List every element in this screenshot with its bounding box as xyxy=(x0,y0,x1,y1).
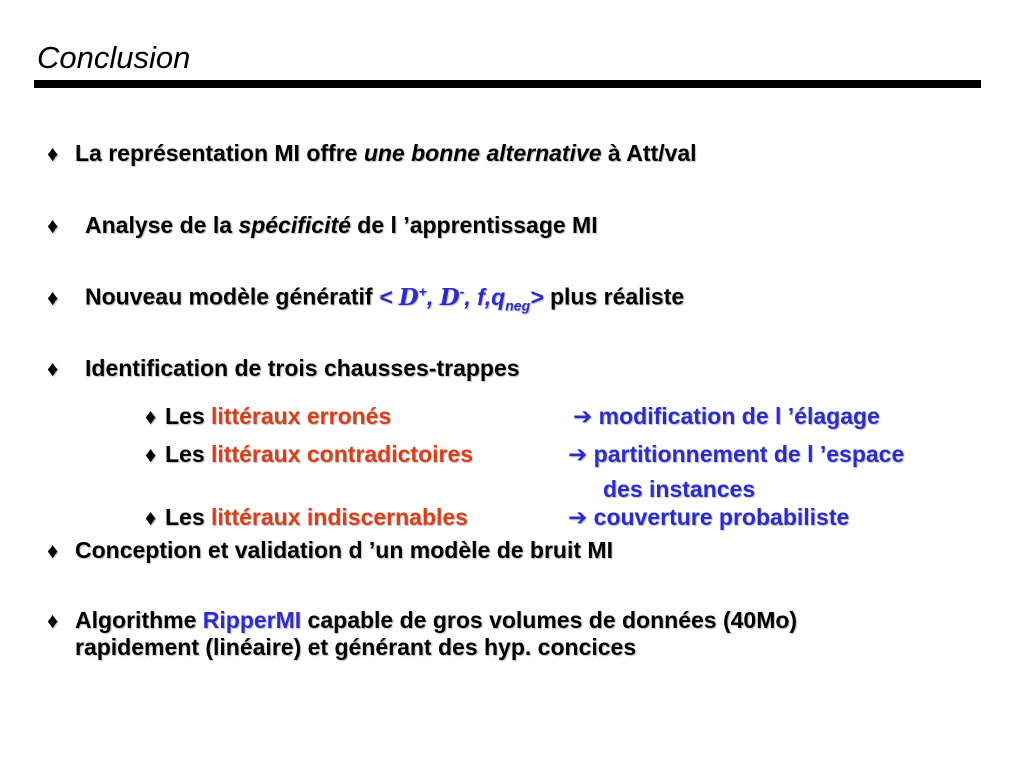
bullet-1-pre: La représentation MI offre xyxy=(75,140,364,166)
formula-sub-neg: neg xyxy=(505,297,531,314)
sub-3-les: Les xyxy=(165,504,212,530)
diamond-bullet-icon: ♦ xyxy=(47,284,59,310)
diamond-bullet-icon: ♦ xyxy=(145,505,157,530)
bullet-5 xyxy=(47,537,613,564)
bullet-1-post: à Att/val xyxy=(601,140,697,166)
ripper-mi-name: RipperMI xyxy=(202,607,302,633)
bullet-6-post: capable de gros volumes de données (40Mo) xyxy=(301,607,798,633)
slide-title: Conclusion xyxy=(37,40,191,75)
sub-bullet-3 xyxy=(145,504,468,531)
bullet-4-text: Identification de trois chausses-trappes xyxy=(85,355,520,381)
sub-bullet-1 xyxy=(145,403,391,430)
diamond-bullet-icon: ♦ xyxy=(47,538,59,563)
sub-1-term: littéraux erronés xyxy=(211,403,392,429)
formula-d-minus: D xyxy=(439,283,460,311)
right-arrow-icon: ➔ xyxy=(573,403,593,429)
bullet-3 xyxy=(47,283,684,313)
formula-sup-minus: - xyxy=(459,283,465,299)
bullet-6-line2: rapidement (linéaire) et générant des hyp. concices xyxy=(75,634,637,660)
diamond-bullet-icon: ♦ xyxy=(47,213,59,238)
sub-2-les: Les xyxy=(165,441,212,467)
sub-2-result: partitionnement de l ’espace xyxy=(593,441,905,467)
bullet-4 xyxy=(47,355,520,382)
sub-2-result2: des instances xyxy=(603,476,756,502)
bullet-2-pre: Analyse de la xyxy=(85,212,239,238)
title-rule xyxy=(34,80,981,88)
bullet-3-post: plus réaliste xyxy=(543,283,685,310)
sub-3-result: couverture probabiliste xyxy=(593,504,850,530)
formula-rest: , f,q xyxy=(464,283,506,310)
formula-close: > xyxy=(530,283,544,310)
bullet-1 xyxy=(47,140,697,167)
sub-3-result-line xyxy=(568,504,849,531)
sub-bullet-2 xyxy=(145,441,473,468)
bullet-2-post: de l ’apprentissage MI xyxy=(350,212,598,238)
sub-2-result-line-2 xyxy=(603,476,755,503)
formula-sup-plus: + xyxy=(418,283,427,299)
bullet-6 xyxy=(47,607,797,634)
diamond-bullet-icon: ♦ xyxy=(47,141,59,166)
sub-2-term: littéraux contradictoires xyxy=(211,441,474,467)
generative-model-formula xyxy=(378,283,544,314)
sub-2-result-line xyxy=(568,441,904,468)
diamond-bullet-icon: ♦ xyxy=(145,404,157,429)
diamond-bullet-icon: ♦ xyxy=(145,442,157,467)
bullet-6-pre: Algorithme xyxy=(75,607,203,633)
sub-1-result-line xyxy=(573,403,880,430)
right-arrow-icon: ➔ xyxy=(568,441,588,467)
bullet-5-text: Conception et validation d ’un modèle de bruit MI xyxy=(75,537,613,563)
right-arrow-icon: ➔ xyxy=(568,504,588,530)
sub-1-result: modification de l ’élagage xyxy=(598,403,880,429)
bullet-1-italic: une bonne alternative xyxy=(363,140,602,166)
diamond-bullet-icon: ♦ xyxy=(47,608,59,633)
bullet-6-line-2 xyxy=(75,634,636,661)
formula-d-plus: D xyxy=(398,283,419,311)
sub-1-les: Les xyxy=(165,403,212,429)
bullet-2 xyxy=(47,212,598,239)
sub-3-term: littéraux indiscernables xyxy=(211,504,468,530)
diamond-bullet-icon: ♦ xyxy=(47,356,59,381)
bullet-2-italic: spécificité xyxy=(238,212,351,238)
formula-comma: , xyxy=(426,283,440,310)
formula-open: < xyxy=(378,283,399,310)
bullet-3-pre: Nouveau modèle génératif xyxy=(85,283,379,310)
